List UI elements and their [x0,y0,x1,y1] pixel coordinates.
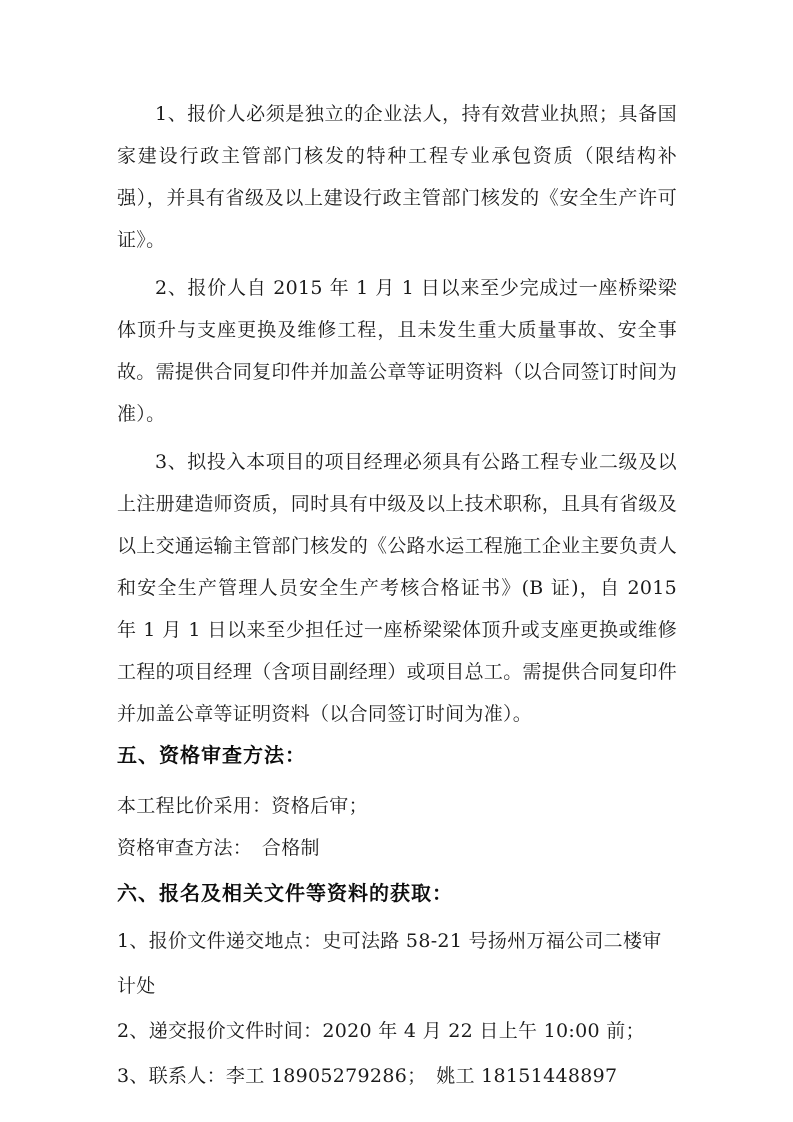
qualification-item-3: 3、拟投入本项目的项目经理必须具有公路工程专业二级及以上注册建造师资质，同时具有中级及以上技术职称，且具有省级及以上交通运输主管部门核发的《公路水运工程施工企业主要负责人和安全生产管理人员安全生产考核合格证书》(B 证)，自 2015 年 1 月 1 日以来至少担任过一座桥梁梁体顶升或支座更换或维修工程的项目经理（含项目副经理）或项目总工。需提供合同复印件并加盖公章等证明资料（以合同签订时间为准）。 [117,451,677,725]
registration-item-submit-location: 1、报价文件递交地点：史可法路 58-21 号扬州万福公司二楼审计处 [117,930,662,997]
registration-item-submit-time: 2、递交报价文件时间：2020 年 4 月 22 日上午 10:00 前； [117,1020,645,1042]
section-heading-registration-materials: 六、报名及相关文件等资料的获取： [117,881,453,905]
qualification-item-2: 2、报价人自 2015 年 1 月 1 日以来至少完成过一座桥梁梁体顶升与支座更换及维修工程，且未发生重大质量事故、安全事故。需提供合同复印件并加盖公章等证明资料（以合同签订时间为准）。 [117,277,677,425]
qualification-item-1: 1、报价人必须是独立的企业法人，持有效营业执照；具备国家建设行政主管部门核发的特种工程专业承包资质（限结构补强），并具有省级及以上建设行政主管部门核发的《安全生产许可证》。 [117,103,677,251]
section-heading-qualification-review: 五、资格审查方法： [117,743,306,767]
qualification-review-line-1: 本工程比价采用：资格后审； [117,795,368,817]
qualification-review-line-2: 资格审查方法： 合格制 [117,837,320,859]
registration-item-contacts: 3、联系人：李工 18905279286； 姚工 18151448897 [117,1065,618,1087]
